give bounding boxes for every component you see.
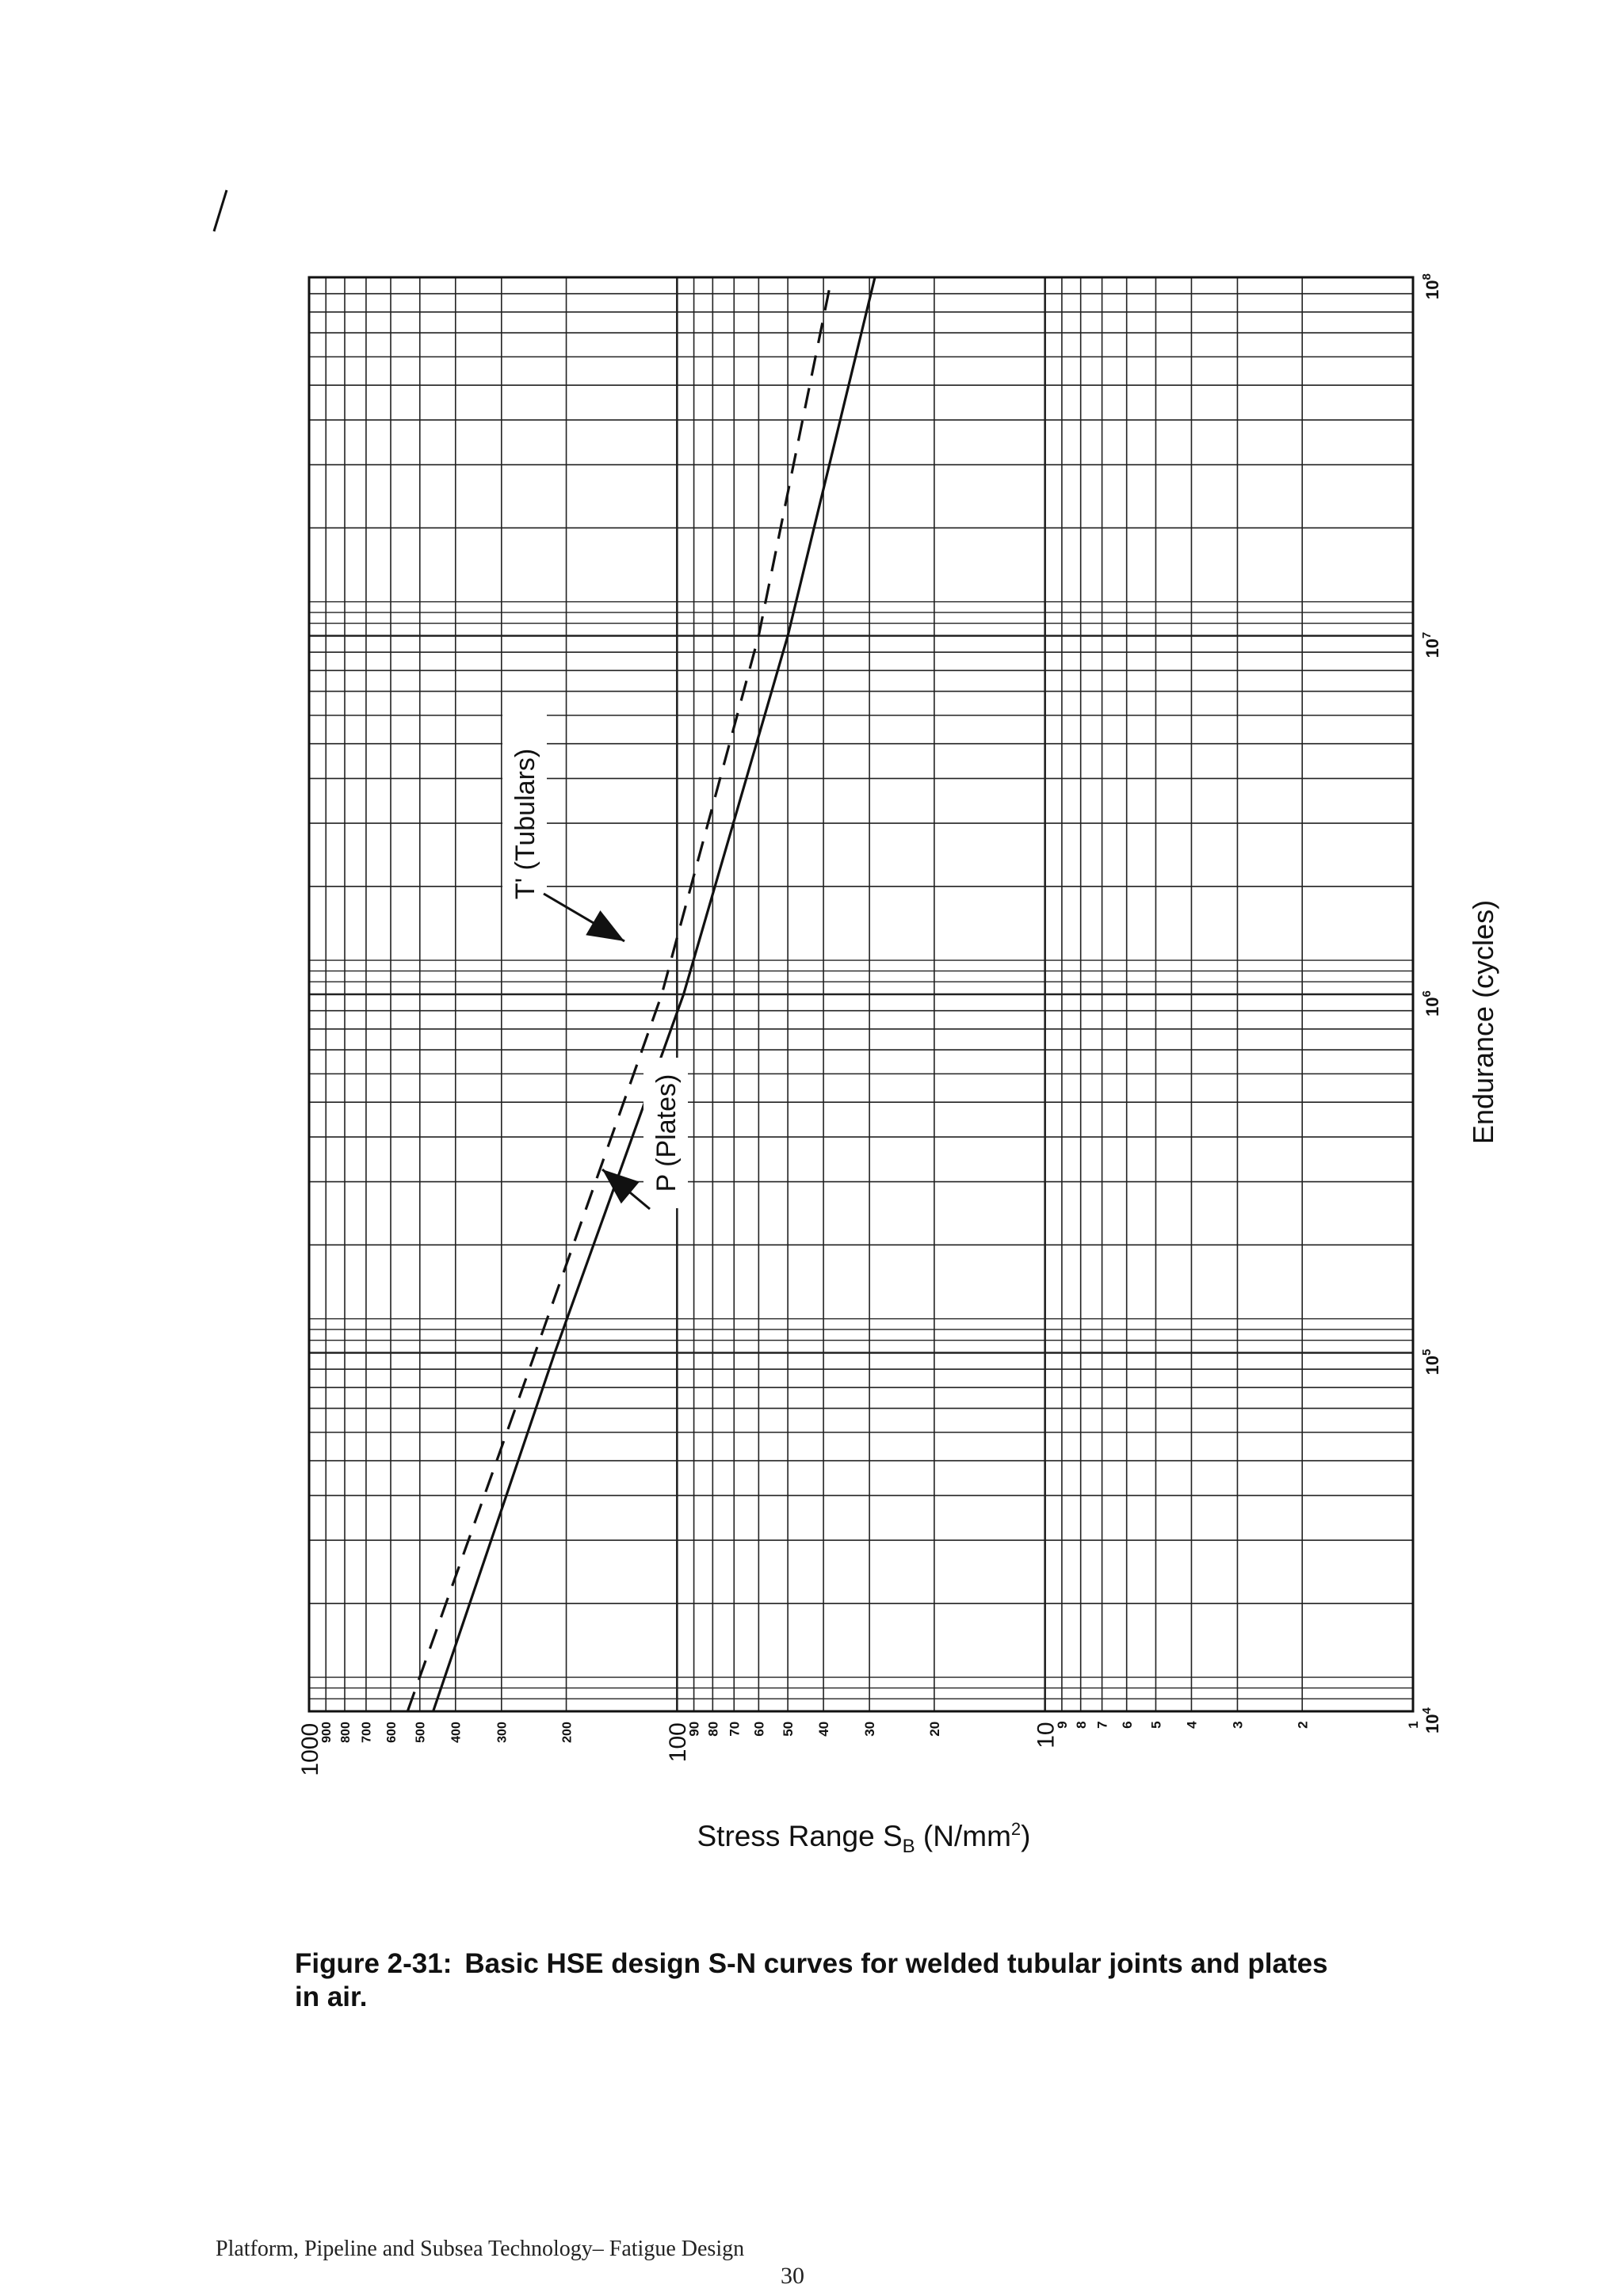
caption-text: Basic HSE design S-N curves for welded tubular joints and plates in air. bbox=[295, 1948, 1328, 2012]
stress-tick-label: 200 bbox=[560, 1722, 575, 1743]
stress-tick-label: 60 bbox=[751, 1721, 767, 1737]
endurance-tick-label bbox=[1420, 990, 1442, 1016]
endurance-axis-title: Endurance (cycles) bbox=[1467, 899, 1499, 1145]
stress-tick-label: 40 bbox=[816, 1721, 832, 1737]
svg-text:107: $10^7$ bbox=[1420, 631, 1442, 658]
stress-tick-label: 90 bbox=[686, 1721, 702, 1737]
stress-tick-label: 8 bbox=[1073, 1721, 1089, 1729]
stress-tick-label: 500 bbox=[414, 1722, 428, 1743]
stress-tick-label: 10 bbox=[1033, 1722, 1060, 1749]
stray-slash-mark bbox=[211, 187, 230, 235]
tubulars-pointer-arrow bbox=[544, 894, 624, 941]
endurance-tick-label bbox=[1420, 1349, 1442, 1375]
page-number: 30 bbox=[781, 2263, 804, 2289]
stress-tick-label: 9 bbox=[1055, 1721, 1070, 1729]
svg-text:105: $10^5$ bbox=[1420, 1348, 1442, 1375]
stress-tick-label: 7 bbox=[1094, 1721, 1110, 1729]
stress-tick-label: 300 bbox=[495, 1722, 510, 1743]
stress-tick-label: 400 bbox=[449, 1722, 464, 1743]
stress-tick-label: 50 bbox=[781, 1721, 796, 1737]
svg-text:104: $10^4$ bbox=[1420, 1707, 1442, 1733]
stress-tick-label: 600 bbox=[384, 1722, 399, 1743]
endurance-tick-labels bbox=[1420, 273, 1442, 1733]
plates-label: P (Plates) bbox=[651, 1074, 682, 1192]
stress-tick-label: 900 bbox=[320, 1722, 334, 1743]
svg-text:106: $10^6$ bbox=[1420, 990, 1442, 1016]
stress-tick-label: 2 bbox=[1295, 1721, 1311, 1729]
stress-tick-label: 1 bbox=[1406, 1721, 1422, 1729]
stress-tick-label: 6 bbox=[1119, 1721, 1135, 1729]
page-footer: Platform, Pipeline and Subsea Technology– Fatigue Design bbox=[216, 2237, 745, 2261]
endurance-tick-label bbox=[1420, 632, 1442, 658]
stress-axis-title: Stress Range $S_B$ $(N/mm^2)$ bbox=[697, 1819, 1031, 1857]
stress-tick-label: 70 bbox=[727, 1721, 743, 1737]
stress-tick-label: 100 bbox=[665, 1722, 692, 1763]
stress-tick-label: 30 bbox=[862, 1721, 878, 1737]
grid-lines bbox=[309, 277, 1413, 1711]
stress-tick-label: 80 bbox=[705, 1721, 721, 1737]
stress-tick-labels bbox=[297, 1721, 1421, 1776]
stress-tick-label: 1000 bbox=[296, 1722, 323, 1776]
stress-tick-label: 3 bbox=[1230, 1721, 1246, 1729]
stress-tick-label: 4 bbox=[1184, 1721, 1200, 1729]
svg-text:108: $10^8$ bbox=[1420, 273, 1442, 299]
stress-tick-label: 5 bbox=[1148, 1721, 1164, 1729]
endurance-tick-label bbox=[1420, 273, 1442, 299]
endurance-tick-label bbox=[1420, 1707, 1442, 1733]
stress-tick-label: 20 bbox=[927, 1721, 942, 1737]
caption-number: Figure 2-31: bbox=[295, 1948, 453, 1979]
stress-tick-label: 800 bbox=[338, 1722, 353, 1743]
stress-tick-label: 700 bbox=[360, 1722, 374, 1743]
tubulars-label: T' (Tubulars) bbox=[510, 748, 540, 900]
figure-caption bbox=[295, 1947, 1357, 2014]
